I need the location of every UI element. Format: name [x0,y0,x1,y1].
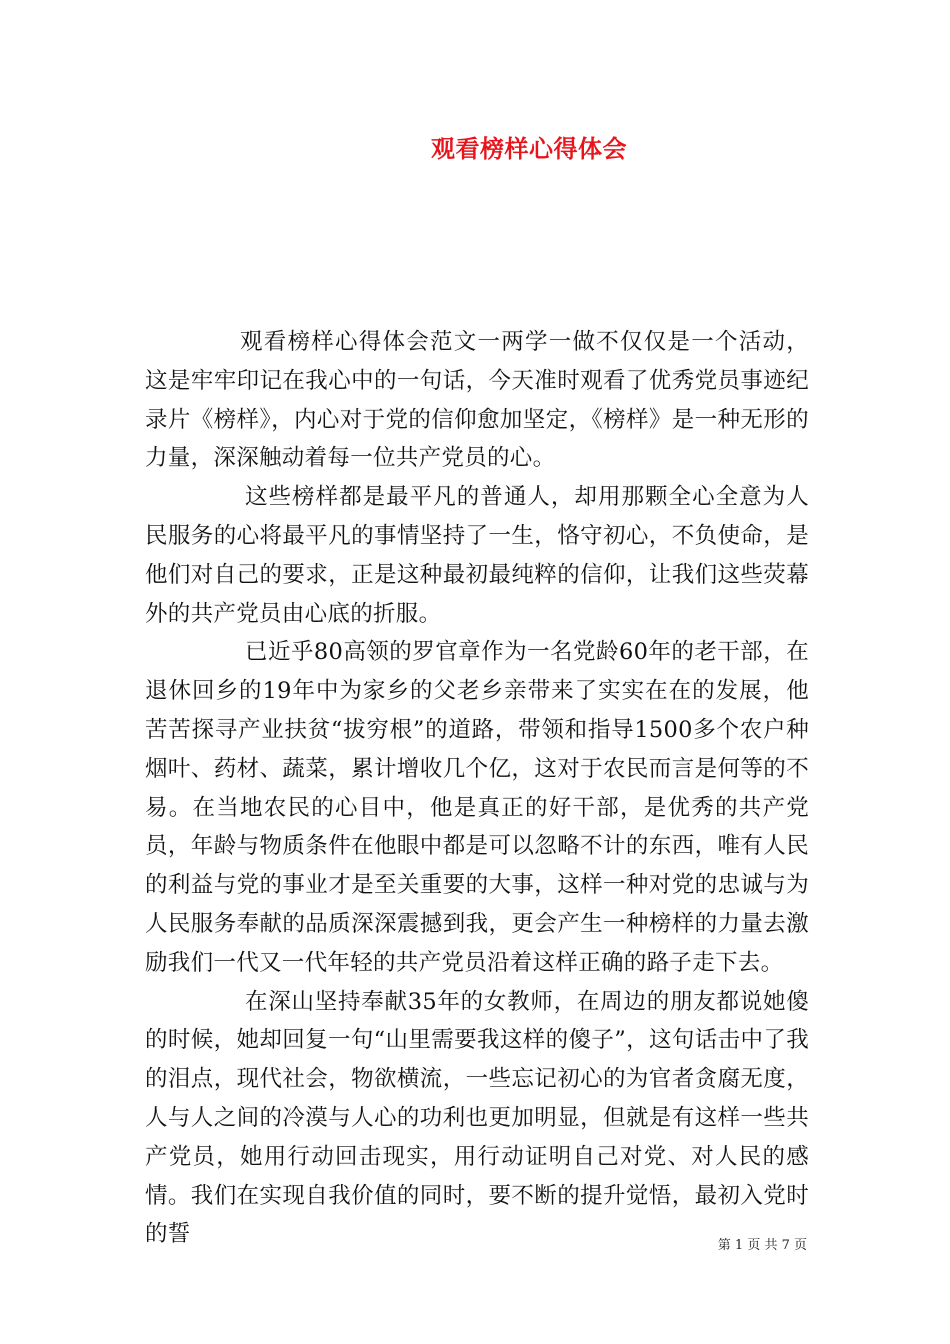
paragraph-4: 在深山坚持奉献35年的女教师，在周边的朋友都说她傻的时候，她却回复一句“山里需要我这样的傻子”，这句话击中了我的泪点，现代社会，物欲横流，一些忘记初心的为官者贪腐无度，人与人之间的冷漠与人心的功利也更加明显，但就是有这样一些共产党员，她用行动回击现实，用行动证明自己对党、对人民的感情。我们在实现自我价值的同时，要不断的提升觉悟，最初入党时的誓 [145,988,809,1248]
paragraph-2: 这些榜样都是最平凡的普通人，却用那颗全心全意为人民服务的心将最平凡的事情坚持了一生，恪守初心，不负使命，是他们对自己的要求，正是这种最初最纯粹的信仰，让我们这些荧幕外的共产党员由心底的折服。 [145,484,809,627]
page-number-footer: 第 1 页 共 7 页 [717,1238,807,1253]
paragraph-1: 观看榜样心得体会范文一两学一做不仅仅是一个活动，这是牢牢印记在我心中的一句话，今天准时观看了优秀党员事迹纪录片《榜样》，内心对于党的信仰愈加坚定，《榜样》是一种无形的力量，深深触动着每一位共产党员的心。 [145,329,809,472]
document-title: 观看榜样心得体会 [431,134,627,163]
document-body [145,323,809,1254]
paragraph-3: 已近乎80高领的罗官章作为一名党龄60年的老干部，在退休回乡的19年中为家乡的父老乡亲带来了实实在在的发展，他苦苦探寻产业扶贫“拔穷根”的道路，带领和指导1500多个农户种烟叶、药材、蔬菜，累计增收几个亿，这对于农民而言是何等的不易。在当地农民的心目中，他是真正的好干部，是优秀的共产党员，年龄与物质条件在他眼中都是可以忽略不计的东西，唯有人民的利益与党的事业才是至关重要的大事，这样一种对党的忠诚与为人民服务奉献的品质深深震撼到我，更会产生一种榜样的力量去激励我们一代又一代年轻的共产党员沿着这样正确的路子走下去。 [145,639,809,976]
